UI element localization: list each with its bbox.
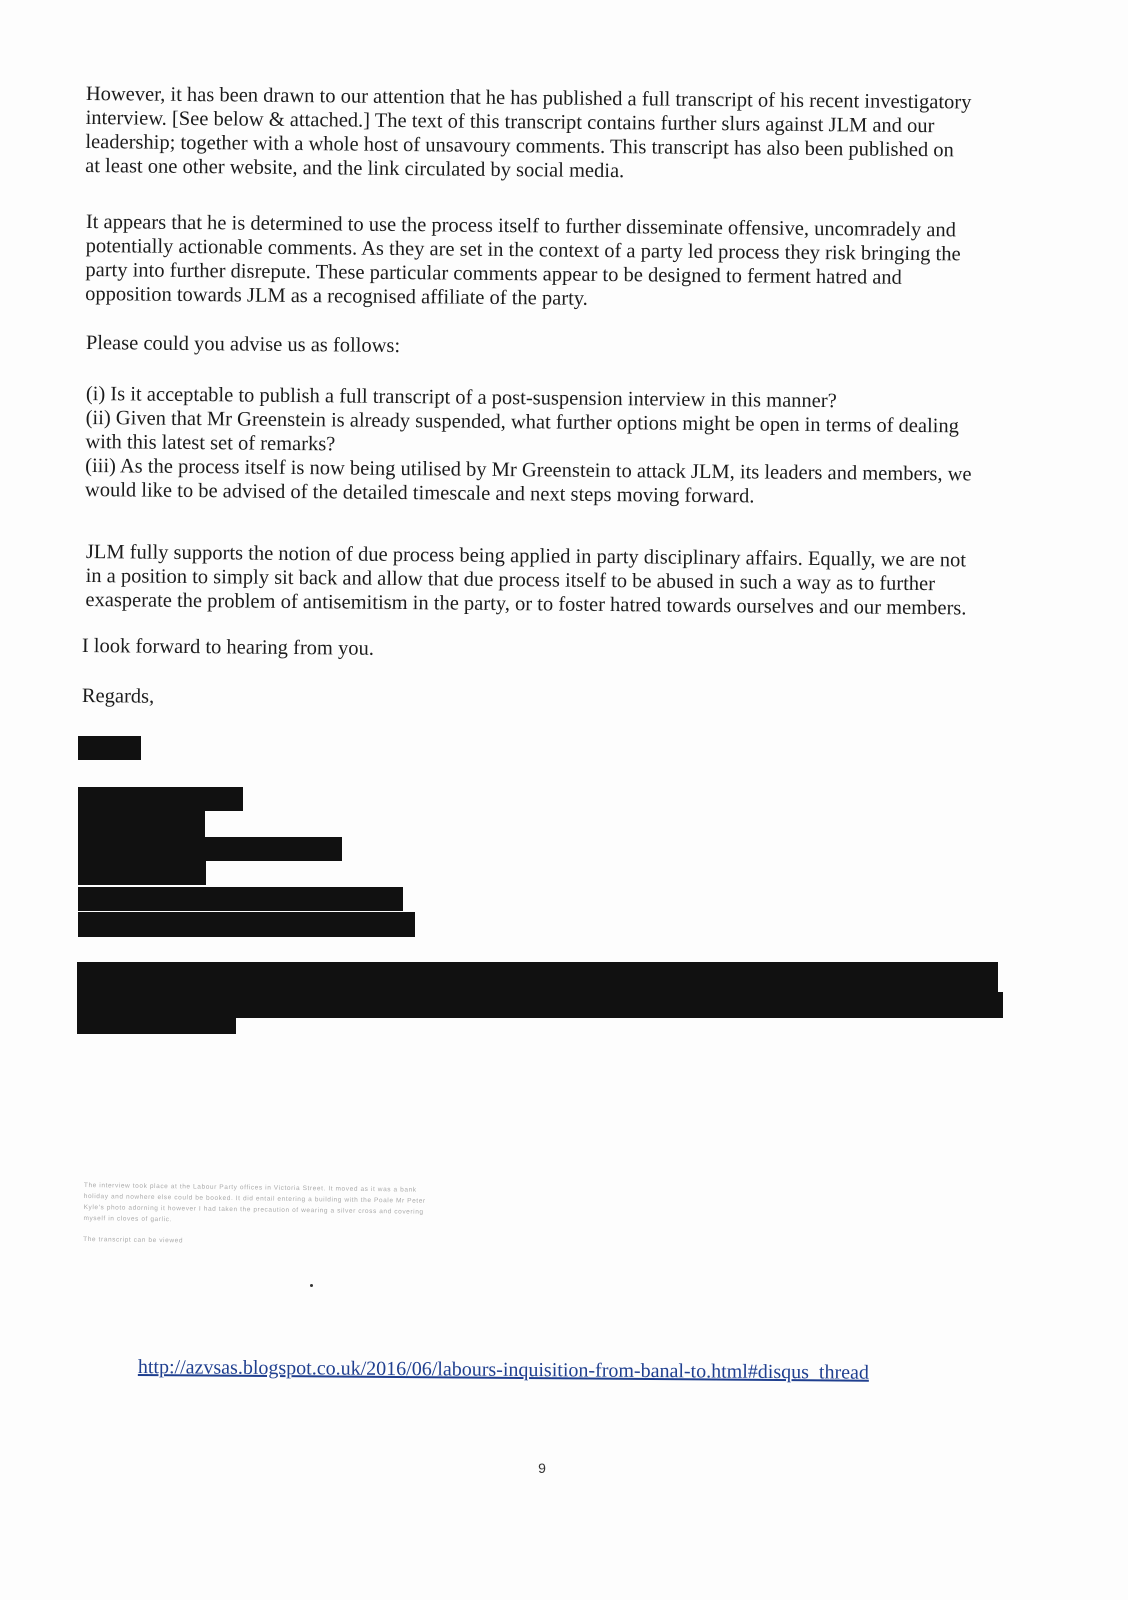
redaction-block-signature-2	[78, 811, 205, 837]
redaction-block-signature-5	[78, 887, 403, 911]
redaction-block-footer-3	[77, 1012, 236, 1034]
redaction-block-signature-1	[78, 787, 243, 811]
question-i: (i) Is it acceptable to publish a full transcript of a post-suspension interview in this manner?	[85, 382, 837, 413]
closing-line: I look forward to hearing from you.	[81, 634, 375, 660]
question-ii-cont: with this latest set of remarks?	[85, 430, 336, 456]
sign-off: Regards,	[81, 684, 155, 708]
faint-embedded-note: The interview took place at the Labour Party offices in Victoria Street. It moved as it was a bank holiday and nowhere else could be booked. It did entail entering a building with the Poale Mr Peter Kyle's photo adorning it however I had taken the precaution of wearing a silver cross and covering myself in cloves of garlic. The transcript can be viewed	[83, 1181, 426, 1245]
paragraph-due-process: JLM fully supports the notion of due process being applied in party disciplinary affairs. Equally, we are not in a position to simply sit back and allow that due process itself to be abused in such a way as to further exasperate the problem of antisemitism in the party, or to foster hatred towards ourselves and our members.	[85, 540, 967, 620]
question-ii: (ii) Given that Mr Greenstein is already suspended, what further options might be open in terms of dealing	[85, 406, 960, 438]
page-number: 9	[538, 1460, 546, 1476]
questions-list	[85, 382, 1036, 511]
question-iii: (iii) As the process itself is now being utilised by Mr Greenstein to attack JLM, its leaders and members, we	[85, 454, 972, 486]
question-iii-cont: would like to be advised of the detailed timescale and next steps moving forward.	[84, 478, 755, 508]
bullet-dot	[310, 1284, 313, 1287]
paragraph-request-advice: Please could you advise us as follows:	[85, 331, 401, 358]
paragraph-transcript-published: However, it has been drawn to our attention that he has published a full transcript of his recent investigatory interview. [See below & attached.] The text of this transcript contains further slurs against JLM and our leadership; together with a whole host of unsavoury comments. This transcript has also been published on at least one other website, and the link circulated by social media.	[85, 82, 972, 183]
redaction-block-signature-6	[78, 912, 415, 937]
redaction-block-signature-4	[78, 861, 206, 885]
transcript-link[interactable]: http://azvsas.blogspot.co.uk/2016/06/labours-inquisition-from-banal-to.html#disqus_thread	[137, 1356, 869, 1384]
redaction-block-footer-1	[77, 962, 998, 992]
redaction-block-name	[78, 736, 141, 760]
paragraph-process-abuse: It appears that he is determined to use the process itself to further disseminate offensive, uncomradely and potentially actionable comments. As they are set in the context of a party led process they risk bringing the party into further disrepute. These particular comments appear to be designed to ferment hatred and opposition towards JLM as a recognised affiliate of the party.	[85, 210, 961, 310]
redaction-block-signature-3	[78, 837, 342, 861]
